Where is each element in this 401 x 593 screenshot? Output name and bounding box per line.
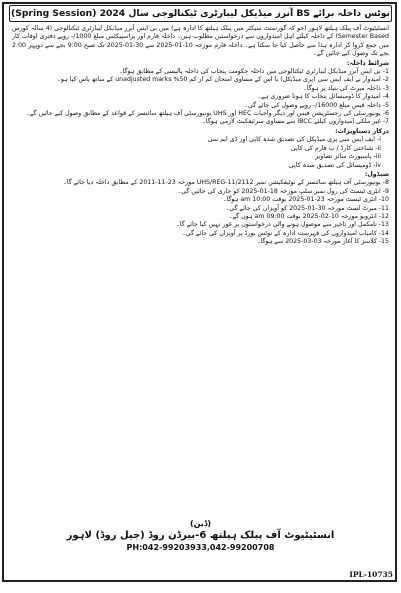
institute-address: انسٹیٹیوٹ آف پبلک ہیلتھ 6-بیرڈن روڈ (جیل روڈ) لاہور bbox=[66, 530, 335, 541]
schedule-item: 12- انٹرویو مورخہ 10-02-2025 بوقت 09:00 am ہوں گے۔ bbox=[228, 212, 389, 220]
eligibility-item: 7- غیر ملکی امیدواروں کیلئے IBCC سے مساوی سرٹیفکیٹ لازمی ہوگا۔ bbox=[202, 118, 389, 126]
ipl-code: IPL-10735 bbox=[349, 570, 393, 579]
schedule-item: 11- میرٹ لسٹ مورخہ 30-01-2025 کو آویزاں کی جائے گی۔ bbox=[225, 204, 389, 212]
intro-paragraph: انسٹیٹیوٹ آف پبلک ہیلتھ لاہور (جو کہ گورنمنٹ سیکٹر میں پبلک ہیلتھ کا ادارہ ہے) میں بی ایس آنرز میڈیکل لیبارٹری ٹیکنالوجی (4 سالہ کورس Semester Based) کے داخلہ کیلئے اہل امیدواروں سے درخواستیں مطلوب ہیں۔ داخلہ فارم اور پراسپیکٹس مبلغ 1000/- روپے دفتری اوقات کار میں جمع کروا کر ادارہ ہذا سے حاصل کیا جا سکتا ہے۔ داخلہ فارم مورخہ 10-01-2025 سے 30-01-2025 تک صبح 9:00 بجے سے دوپہر 2:00 بجے تک وصول کیے جائیں گے۔ bbox=[12, 25, 389, 58]
notice-title: نوٹس داخلہ برائے BS آنرز میڈیکل لیبارٹری ٹیکنالوجی سال 2024 (Spring Session) bbox=[11, 8, 390, 19]
schedule-item: 14- کامیاب امیدواروں کی فہرست ادارہ کے نوٹس بورڈ پر آویزاں کی جائے گی۔ bbox=[182, 229, 389, 237]
signatory-designation: (ڈین) bbox=[189, 519, 212, 528]
schedule-item: 13- نامکمل اور تاخیر سے موصول ہونے والی درخواستوں پر غور نہیں کیا جائے گا۔ bbox=[176, 221, 389, 229]
notice-body bbox=[12, 25, 389, 247]
eligibility-item: 3- داخلہ میرٹ کی بنیاد پر ہوگا۔ bbox=[303, 84, 389, 92]
schedule-item: 9- انٹری ٹیسٹ کی رول نمبر سلپ مورخہ 18-01-2025 کو جاری کی جائیں گی۔ bbox=[177, 187, 389, 195]
eligibility-item: 6- یونیورسٹی کی رجسٹریشن فیس اور دیگر واجبات HEC اور UHS یونیورسٹی آف ہیلتھ سائنسز کے قواعد کے مطابق وصول کیے جائیں گے۔ bbox=[26, 110, 389, 118]
eligibility-item: 1- بی ایس آنرز میڈیکل لیبارٹری ٹیکنالوجی میں داخلہ حکومت پنجاب کی داخلہ پالیسی کے مطابق ہوگا۔ bbox=[118, 68, 389, 76]
schedule-item: 8- یونیورسٹی آف ہیلتھ سائنسز کے نوٹیفکیشن نمبر UHS/REG-11/2112 مورخہ 23-11-2011 کے مطابق داخلہ دیا جائے گا۔ bbox=[63, 179, 389, 187]
document-item: iii- پاسپورٹ سائز تصاویر bbox=[315, 153, 381, 161]
schedule-item: 15- کلاسز کا آغاز مورخہ 03-03-2025 سے ہوگا۔ bbox=[256, 238, 389, 246]
schedule-item: 10- انٹری ٹیسٹ مورخہ 23-01-2025 بوقت 10:00 am ہوگا۔ bbox=[222, 196, 389, 204]
document-item: i- ایف ایس سی پری میڈیکل کی تصدیق شدہ کاپی اور ڈی ایم سی bbox=[207, 136, 381, 144]
phone-numbers: PH:042-99203933,042-99200708 bbox=[126, 543, 275, 552]
eligibility-item: 5- داخلہ فیس مبلغ 16000/- روپے وصول کی جائے گی۔ bbox=[244, 101, 389, 109]
eligibility-item: 2- امیدوار نے ایف ایس سی (پری میڈیکل) یا اس کے مساوی امتحان کم از کم 50% unadjusted marks کے ساتھ پاس کیا ہو۔ bbox=[57, 76, 389, 84]
schedule-heading: شیڈول: bbox=[364, 170, 389, 178]
documents-heading: درکار دستاویزات: bbox=[335, 127, 389, 135]
eligibility-heading: شرائط داخلہ: bbox=[347, 59, 389, 67]
title-box bbox=[9, 5, 392, 22]
document-item: ii- شناختی کارڈ / ب فارم کی کاپی bbox=[290, 144, 381, 152]
eligibility-item: 4- امیدوار کا ڈومیسائل پنجاب کا ہونا ضروری ہے۔ bbox=[257, 93, 389, 101]
signature-block bbox=[0, 519, 401, 552]
document-item: iv- ڈومیسائل کی تصدیق شدہ کاپی bbox=[288, 161, 381, 169]
